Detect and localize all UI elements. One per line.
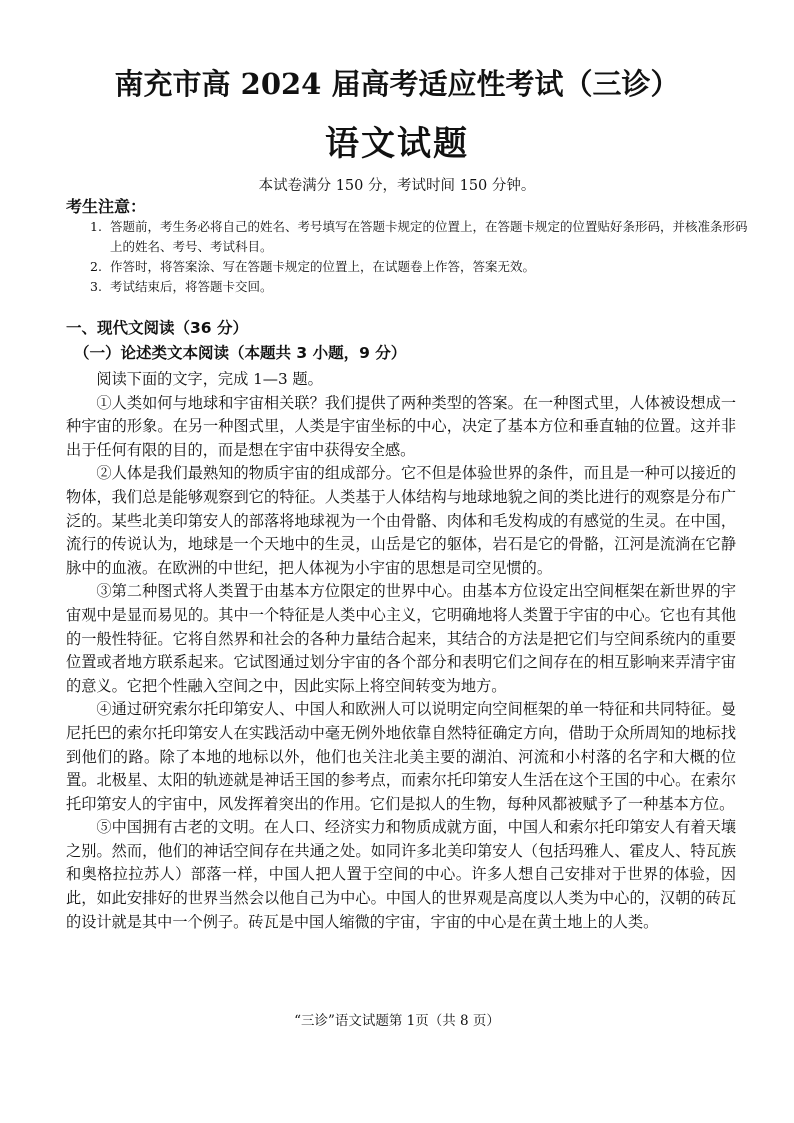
notice-item <box>90 277 750 297</box>
notice-heading: 考生注意： <box>66 197 147 216</box>
notice-item <box>90 217 750 257</box>
notice-list <box>90 217 750 297</box>
notice-item-text: 答题前，考生务必将自己的姓名、考号填写在答题卡规定的位置上，在答题卡规定的位置贴好条形码，并核准条形码上的姓名、考号、考试科目。 <box>110 219 748 254</box>
notice-item-number: 1. <box>90 219 102 234</box>
exam-info: 本试卷满分 150 分，考试时间 150 分钟。 <box>258 178 536 194</box>
notice-item-text: 考试结束后，将答题卡交回。 <box>110 279 273 294</box>
exam-title: 南充市高 2024 届高考适应性考试（三诊） <box>114 67 680 101</box>
passage-paragraph: ②人体是我们最熟知的物质宇宙的组成部分。它不但是体验世界的条件，而且是一种可以接近的物体，我们总是能够观察到它的特征。人类基于人体结构与地球地貌之间的类比进行的观察是分布广泛的。某些北美印第安人的部落将地球视为一个由骨骼、肉体和毛发构成的有感觉的生灵。在中国，流行的传说认为，地球是一个天地中的生灵，山岳是它的躯体，岩石是它的骨骼，江河是流淌在它静脉中的血液。在欧洲的中世纪，把人体视为小宇宙的思想是司空见惯的。 <box>66 464 736 577</box>
page-footer: “三诊”语文试题第 1页（共 8 页） <box>294 1013 500 1029</box>
passage-paragraph: ①人类如何与地球和宇宙相关联？我们提供了两种类型的答案。在一种图式里，人体被设想成一种宇宙的形象。在另一种图式里，人类是宇宙坐标的中心，决定了基本方位和垂直轴的位置。这并非出于任何有限的目的，而是想在宇宙中获得安全感。 <box>66 393 736 459</box>
subject-title: 语文试题 <box>325 124 469 164</box>
notice-item <box>90 257 750 277</box>
reading-passage <box>66 368 736 934</box>
instruction-text: 阅读下面的文字，完成 1—3 题。 <box>96 370 323 388</box>
notice-item-number: 3. <box>90 279 102 294</box>
subsection-heading: （一）论述类文本阅读（本题共 3 小题，9 分） <box>74 344 407 362</box>
passage-paragraph: ④通过研究索尔托印第安人、中国人和欧洲人可以说明定向空间框架的单一特征和共同特征。曼尼托巴的索尔托印第安人在实践活动中毫无例外地依靠自然特征确定方向，借助于众所周知的地标找到他们的路。除了本地的地标以外，他们也关注北美主要的湖泊、河流和小村落的名字和大概的位置。北极星、太阳的轨迹就是神话王国的参考点，而索尔托印第安人生活在这个王国的中心。在索尔托印第安人的宇宙中，风发挥着突出的作用。它们是拟人的生物，每种风都被赋予了一种基本方位。 <box>66 700 736 813</box>
passage-paragraph: ⑤中国拥有古老的文明。在人口、经济实力和物质成就方面，中国人和索尔托印第安人有着天壤之别。然而，他们的神话空间存在共通之处。如同许多北美印第安人（包括玛雅人、霍皮人、特瓦族和奥格拉拉苏人）部落一样，中国人把人置于空间的中心。许多人想自己安排对于世界的体验，因此，如此安排好的世界当然会以他自己为中心。中国人的世界观是高度以人类为中心的，汉朝的砖瓦的设计就是其中一个例子。砖瓦是中国人缩微的宇宙，宇宙的中心是在黄土地上的人类。 <box>66 818 736 931</box>
section-heading: 一、现代文阅读（36 分） <box>66 319 248 337</box>
notice-item-text: 作答时，将答案涂、写在答题卡规定的位置上，在试题卷上作答，答案无效。 <box>110 259 536 274</box>
notice-item-number: 2. <box>90 259 102 274</box>
passage-paragraph: ③第二种图式将人类置于由基本方位限定的世界中心。由基本方位设定出空间框架在新世界的宇宙观中是显而易见的。其中一个特征是人类中心主义，它明确地将人类置于宇宙的中心。它也有其他的一般性特征。它将自然界和社会的各种力量结合起来，其结合的方法是把它们与空间系统内的重要位置或者地方联系起来。它试图通过划分宇宙的各个部分和表明它们之间存在的相互影响来弄清宇宙的意义。它把个性融入空间之中，因此实际上将空间转变为地方。 <box>66 582 736 695</box>
